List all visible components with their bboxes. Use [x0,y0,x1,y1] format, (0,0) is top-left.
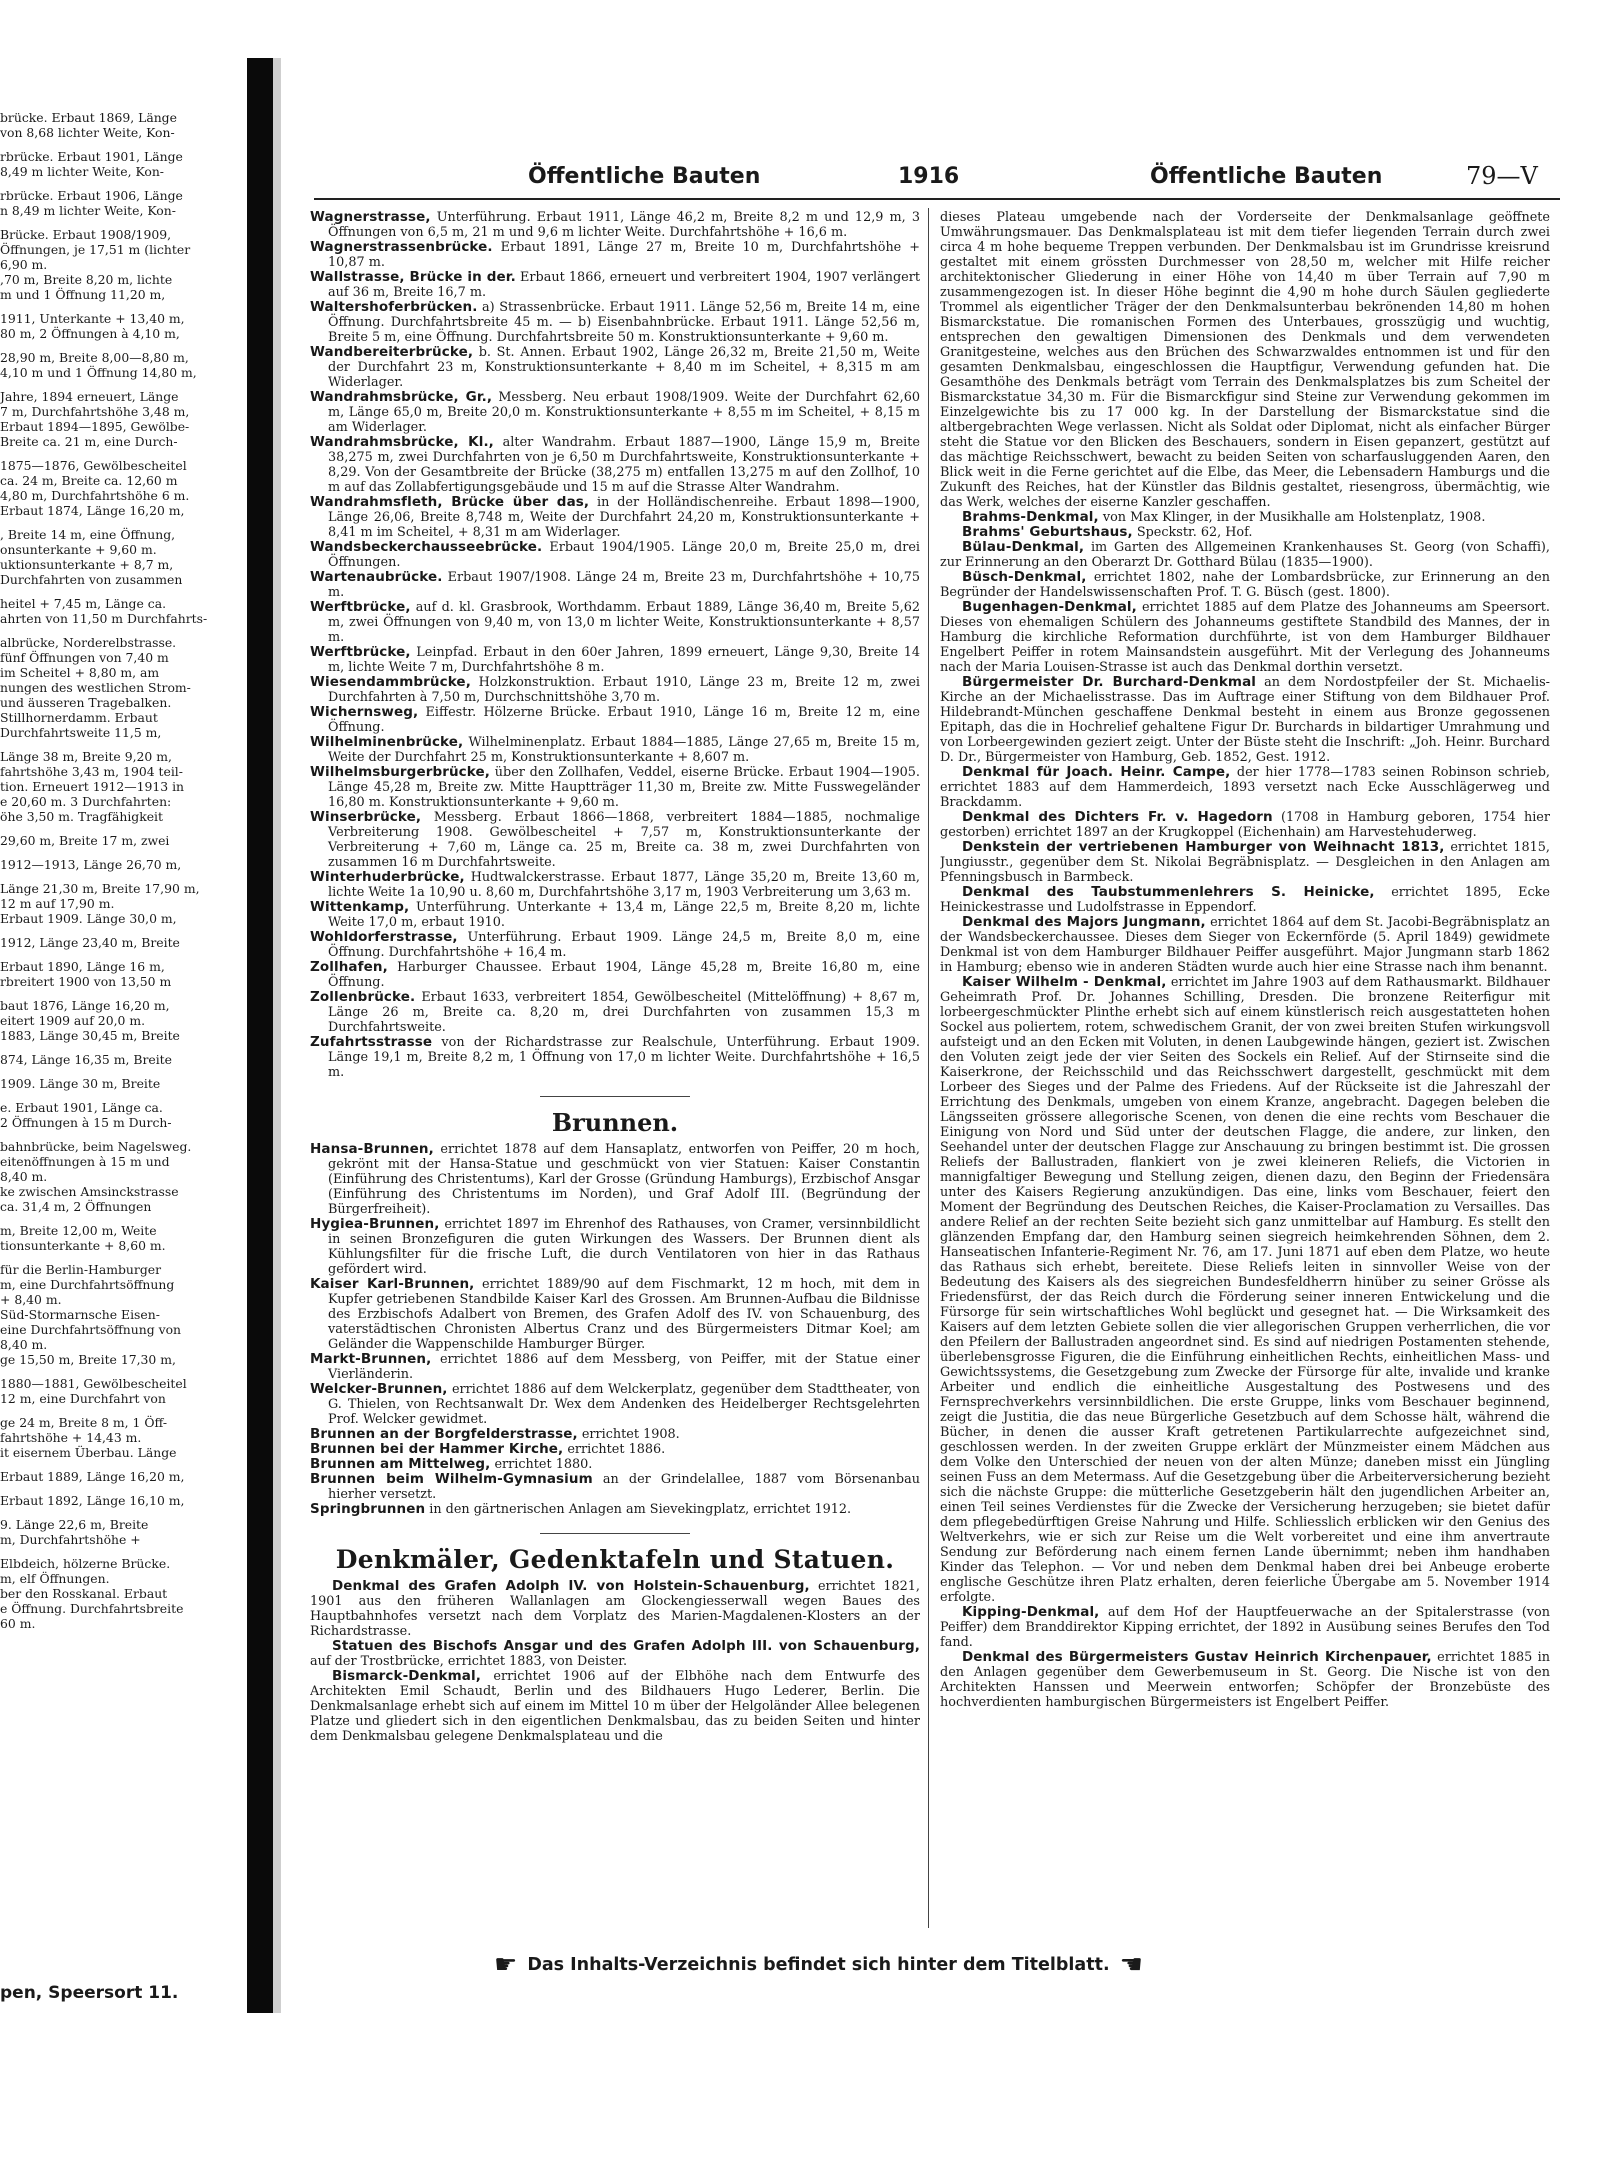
bridge-description: Messberg. Neu erbaut 1908/1909. Weite der Durchfahrt 62,60 m, Länge 65,0 m, Breite 20,0 m. Konstruktionsunterkante + 8,55 m im Scheitel, + 8,15 m am Widerlager. [328,390,920,435]
bridge-name: Wagnerstrasse, [310,210,431,225]
left-page-line: eitert 1909 auf 20,0 m. [0,1013,146,1028]
denkmal-name: Bugenhagen-Denkmal, [962,599,1137,615]
left-page-line: Erbaut 1894—1895, Gewölbe- [0,419,190,434]
denkmal-entry [940,525,1550,540]
left-page-line: it eisernem Überbau. Länge [0,1445,177,1460]
denkmal-entry [310,1669,920,1744]
left-page-line: + 8,40 m. [0,1292,62,1307]
brunnen-name: Hygiea-Brunnen, [310,1216,440,1232]
left-page-line: 60 m. [0,1616,36,1631]
left-page-line: tion. Erneuert 1912—1913 in [0,779,185,794]
left-page-line: Erbaut 1890, Länge 16 m, [0,959,165,974]
left-page-line: rbreitert 1900 von 13,50 m [0,974,172,989]
bridge-name: Zufahrtsstrasse [310,1034,433,1050]
line-gap [0,848,245,857]
bridge-name: Werftbrücke, [310,599,411,615]
brunnen-entry [310,1142,920,1217]
left-page-line: 80 m, 2 Öffnungen à 4,10 m, [0,326,180,341]
left-page-line: 1911, Unterkante + 13,40 m, [0,311,185,326]
denkmal-list-left [310,1579,920,1744]
brunnen-entry [310,1352,920,1382]
line-gap [0,1043,245,1052]
left-page-line: 8,40 m. [0,1169,48,1184]
bridge-name: Wagnerstrassenbrücke. [310,239,493,255]
left-page-line: e. Erbaut 1901, Länge ca. [0,1100,163,1115]
brunnen-description: errichtet 1889/90 auf dem Fischmarkt, 12 m hoch, mit dem in Kupfer getriebenen Standbilde Kaiser Karl des Grossen. Am Brunnen-Aufbau die Bildnisse des Erzbischofs Adalbert von Bremen, des Grafen Adolf des IV. von Schauenburg, des vaterstädtischen Chronisten Albertus Cranz und des Bürgermeisters Ditmar Koel; am Geländer die Wappenschilde Hamburger Bürger. [328,1277,920,1352]
denkmal-entry [940,840,1550,885]
header-year: 1916 [898,164,960,189]
bridge-description: Hudtwalckerstrasse. Erbaut 1877, Länge 35,20 m, Breite 13,60 m, lichte Weite 1a 10,90 u. 8,60 m, Durchfahrtshöhe 3,17 m, 1903 Verbreiterung um 3,63 m. [328,870,920,900]
left-page-line: fahrtshöhe + 14,43 m. [0,1430,142,1445]
denkmal-entry [940,675,1550,765]
brunnen-entry [310,1427,920,1442]
brunnen-description: errichtet 1886. [567,1442,666,1457]
bridge-name: Winterhuderbrücke, [310,869,465,885]
bridge-entry [310,960,920,990]
bridge-name: Wiesendammbrücke, [310,674,471,690]
scan-binding-shadow [247,58,273,2013]
bridge-entry [310,735,920,765]
bridge-name: Werftbrücke, [310,644,411,660]
denkmal-entry [940,810,1550,840]
bridge-description: b. St. Annen. Erbaut 1902, Länge 26,32 m, Breite 21,50 m, Weite der Durchfahrt 23 m, Konstruktionsunterkante + 8,40 m im Scheitel, + 8,315 m am Widerlager. [328,345,920,390]
brunnen-description: errichtet 1886 auf dem Messberg, von Peiffer, mit der Statue einer Vierländerin. [328,1352,920,1382]
left-page-line: m, eine Durchfahrtsöffnung [0,1277,175,1292]
bridge-name: Zollhafen, [310,959,388,975]
bridge-description: von der Richardstrasse zur Realschule, Unterführung. Erbaut 1909. Länge 19,1 m, Breite 8,2 m, 1 Öffnung von 17,0 m lichter Weite. Durchfahrtshöhe + 16,5 m. [328,1035,920,1080]
line-gap [0,1547,245,1556]
left-page-line: eitenöffnungen à 15 m und [0,1154,170,1169]
bridge-entry [310,495,920,540]
page [298,150,1560,2010]
denkmal-entry [940,600,1550,675]
line-gap [0,587,245,596]
denkmal-description: im Garten des Allgemeinen Krankenhauses St. Georg (von Schaffi), zur Erinnerung an den Oberarzt Dr. Gotthard Bülau (1835—1900). [940,540,1550,570]
left-page-line: 4,10 m und 1 Öffnung 14,80 m, [0,365,197,380]
bridge-description: Wilhelminenplatz. Erbaut 1884—1885, Länge 27,65 m, Breite 15 m, Weite der Durchfahrt 25 m, Konstruktionsunterkante + 8,607 m. [328,735,920,765]
left-page-line: baut 1876, Länge 16,20 m, [0,998,170,1013]
left-page-fragment [0,110,245,1990]
brunnen-entry [310,1382,920,1427]
denkmal-entry [940,540,1550,570]
denkmal-description: errichtet 1864 auf dem St. Jacobi-Begräbnisplatz an der Wandsbeckerchaussee. Dieses dem Sieger von Eckernförde (5. April 1849) gewidmete Denkmal ist von dem Hamburger Bildhauer Peiffer ausgeführt. Major Jungmann starb 1862 in Hamburg; ebenso wie in anderen Städten wurde auch hier eine Strasse nach ihm benannt. [940,915,1550,975]
bridge-name: Wallstrasse, Brücke in der. [310,269,516,285]
left-page-line: nungen des westlichen Strom- [0,680,191,695]
brunnen-description: an der Grindelallee, 1887 vom Börsenanbau hierher versetzt. [328,1472,920,1502]
left-page-line: rbrücke. Erbaut 1906, Länge [0,188,183,203]
denkmal-entry [940,885,1550,915]
bridge-description: Leinpfad. Erbaut in den 60er Jahren, 1899 erneuert, Länge 9,30, Breite 14 m, lichte Weite 7 m, Durchfahrtshöhe 8 m. [328,645,920,675]
denkmal-description: (1708 in Hamburg geboren, 1754 hier gestorben) errichtet 1897 an der Krugkoppel (Eichenhain) am Harvestehuderweg. [940,810,1550,840]
left-page-line: e Öffnung. Durchfahrtsbreite [0,1601,184,1616]
left-page-line: uktionsunterkante + 8,7 m, [0,557,174,572]
denkmal-name: Kaiser Wilhelm - Denkmal, [962,974,1167,990]
left-page-line: m, elf Öffnungen. [0,1571,110,1586]
left-page-line: Jahre, 1894 erneuert, Länge [0,389,179,404]
bridge-entry [310,990,920,1035]
left-page-line: 8,40 m. [0,1337,48,1352]
left-page-line: Erbaut 1892, Länge 16,10 m, [0,1493,185,1508]
left-page-line: n 8,49 m lichter Weite, Kon- [0,203,176,218]
left-page-line: fünf Öffnungen von 7,40 m [0,650,169,665]
bridge-entry [310,210,920,240]
denkmal-description: errichtet im Jahre 1903 auf dem Rathausmarkt. Bildhauer Geheimrath Prof. Dr. Johannes Schilling, Dresden. Die bronzene Reiterfigur mit lorbeergeschmückter Plinthe erhebt sich auf einem künstlerisch reich ausgestatteten hohen Sockel aus poliertem, rotem, schwedischem Granit, der von zwei breiten Stufen wirkungsvoll aufsteigt und an den Ecken mit Voluten, in denen Laubgewinde hängen, geziert ist. Zwischen den Voluten zeigt jede der vier Seiten des Sockels ein Relief. Auf der Stirnseite sind die Kaiserkrone, der Reichsschild und das Reichsschwert dargestellt, geschmückt mit dem Lorbeer des Sieges und der Palme des Friedens. Auf der Rückseite ist die Jahreszahl der Errichtung des Denkmals, umgeben von einem Kranze, angebracht. Dagegen beleben die Längsseiten grössere allegorische Scenen, von denen die eine rechts vom Beschauer die Einigung von Nord und Süd unter der deutschen Flagge, die andere, zur linken, den Seehandel unter der deutschen Flagge zur Anschauung zu bringen bestimmt ist. Die grossen Reliefs der Ballustraden, flankiert von je zwei kleineren Reliefs, die Victorien in mannigfaltiger Bewegung und Stellung zeigen, dienen dazu, den Beginn der Friedensära unter des Kaisers Regierung anzukündigen. Das eine, links vom Beschauer, feiert den Moment der Begründung des Deutschen Reiches, die Kaiser-Proclamation zu Versailles. Das andere Relief an der rechten Seite bezieht sich ganz unmittelbar auf Hamburg. Es stellt den glänzenden Empfang dar, den Hamburg seinen siegreich heimkehrenden Söhnen, dem 2. Hanseatischen Infanterie-Regiment Nr. 76, am 17. Juni 1871 auf eben dem Platze, wo heute das Rathaus sich erhebt, bereitete. Diese Reliefs leiten in sinnvoller Weise von der Bedeutung des Kaisers als des siegreichen Bundesfeldherrn hinüber zu seiner Grösse als Friedensfürst, der das Reich durch die Förderung seiner inneren Entwickelung und die Fürsorge für sein wirtschaftliches Wohl beglückt und gesegnet hat. — Die Wirksamkeit des Kaisers auf dem letzten Gebiete sollen die vier allegorischen Gruppen verherrlichen, die vor den Pfeilern der Ballustraden angeordnet sind. Es sind auf niedrigen Postamenten stehende, überlebensgrosse Figuren, die die Einführung einheitlichen Rechts, einheitlichen Mass- und Gewichtssystems, die Gesetzgebung zum Zwecke der Fürsorge für alte, invalide und kranke Arbeiter und endlich die einheitliche Ausgestaltung des Postwesens und des Fernsprechverkehrs versinnbildlichen. Die erste Gruppe, links vom Beschauer beginnend, zeigt die Justitia, die das neue Bürgerliche Gesetzbuch auf dem Schosse hält, während die Bücher, in denen die ausser Kraft getretenen Partikularrechte aufgezeichnet sind, geschlossen werden. In der zweiten Gruppe erklärt der Münzmeister einem Mädchen aus dem Volke den Unterschied der neuen von der alten Münze; daneben misst ein Jüngling seinen Fuss an dem Metermass. Auf die Gesetzgebung über die Arbeiterversicherung bezieht sich die nächste Gruppe: die mütterliche Gesetzgeberin hält den jugendlichen Arbeiter an, einen Teil seines Verdienstes für die Zwecke der Versicherung herzugeben; sie bietet dafür dem pflegebedürftigen Greise Nahrung und Hilfe. Schliesslich erblicken wir den Genius des Weltverkehrs, wie er sich zur Reise um die Welt vorbereitet und eine ihm anvertraute Sendung zur Beförderung nach einem fernen Lande übernimmt; neben ihm handhaben Kinder das Telephon. — Vor und neben dem Denkmal haben drei bei Anbeuge erobertе englische Geschütze ihren Platz erhalten, deren feierliche Übergabe am 5. November 1914 erfolgte. [940,975,1550,1605]
left-page-line: ge 15,50 m, Breite 17,30 m, [0,1352,176,1367]
bridge-description: Unterführung. Unterkante + 13,4 m, Länge 22,5 m, Breite 8,20 m, lichte Weite 17,0 m, erbaut 1910. [328,900,920,930]
left-page-line: m und 1 Öffnung 11,20 m, [0,287,166,302]
bridge-name: Wilhelminenbrücke, [310,734,464,750]
left-page-line: eine Durchfahrtsöffnung von [0,1322,182,1337]
bridge-entry [310,765,920,810]
bridge-name: Zollenbrücke. [310,989,416,1005]
denkmal-name: Denkmal des Majors Jungmann, [962,914,1206,930]
denkmal-name: Brahms-Denkmal, [962,509,1099,525]
header-rule [314,198,1560,200]
bridge-description: Erbaut 1907/1908. Länge 24 m, Breite 23 m, Durchfahrtshöhe + 10,75 m. [328,570,920,600]
brunnen-list [310,1142,920,1517]
left-page-line: 9. Länge 22,6 m, Breite [0,1517,149,1532]
brunnen-description: errichtet 1897 im Ehrenhof des Rathauses, von Cramer, versinnbildlicht in seinen Bronzefiguren die guten Wirkungen des Wassers. Der Brunnen dient als Kühlungsfilter für die frische Luft, die durch Ventilatoren von hier in das Rathaus gefördert wird. [328,1217,920,1277]
line-gap [0,1508,245,1517]
left-page-line: 6,90 m. [0,257,48,272]
left-page-line: 7 m, Durchfahrtshöhe 3,48 m, [0,404,190,419]
line-gap [0,1460,245,1469]
column-right [940,210,1550,1940]
pointing-hand-right-icon: ☛ [494,1950,518,1980]
bridge-name: Wandbereiterbrücke, [310,344,474,360]
denkmal-entry [940,1650,1550,1710]
left-page-line: Erbaut 1889, Länge 16,20 m, [0,1469,185,1484]
bridge-name: Wittenkamp, [310,899,410,915]
denkmal-name: Denkmal des Taubstummenlehrers S. Heinicke, [962,884,1375,900]
denkmal-description: errichtet 1906 auf der Elbhöhe nach dem Entwurfe des Architekten Emil Schaudt, Berlin und des Bildhauers Hugo Lederer, Berlin. Die Denkmalsanlage erhebt sich auf einem im Mittel 10 m über der Helgoländer Allee belegenen Platze und gliedert sich in den eigentlichen Denkmalsbau, das zu beiden Seiten und hinter dem Denkmalsbau gelegene Denkmalsplateau und die [310,1669,920,1744]
left-page-line: Durchfahrten von zusammen [0,572,183,587]
left-page-line: tionsunterkante + 8,60 m. [0,1238,166,1253]
bridge-description: Erbaut 1891, Länge 27 m, Breite 10 m, Durchfahrtshöhe + 10,87 m. [328,240,920,270]
bridge-description: in der Holländischenreihe. Erbaut 1898—1900, Länge 26,06, Breite 8,748 m, Weite der Durchfahrt 24,20 m, Konstruktionsunterkante + 8,41 m im Scheitel, + 8,31 m am Widerlager. [328,495,920,540]
left-page-line: bahnbrücke, beim Nagelsweg. [0,1139,192,1154]
bridge-entry [310,435,920,495]
bridge-entry [310,645,920,675]
bridge-name: Wandrahmsbrücke, Gr., [310,389,493,405]
section-separator [540,1096,690,1097]
denkmal-name: Denkmal für Joach. Heinr. Campe, [962,764,1231,780]
denkmal-description: auf der Trostbrücke, errichtet 1883, von Deister. [310,1654,628,1669]
bridge-description: Harburger Chaussee. Erbaut 1904, Länge 45,28 m, Breite 16,80 m, eine Öffnung. [328,960,920,990]
bridge-description: Erbaut 1633, verbreitert 1854, Gewölbescheitel (Mittelöffnung) + 8,67 m, Länge 26 m, Breite ca. 8,20 m, drei Durchfahrten von zusammen 15,3 m Durchfahrtsweite. [328,990,920,1035]
denkmal-name: Bürgermeister Dr. Burchard-Denkmal [962,674,1257,690]
line-gap [0,179,245,188]
brunnen-description: errichtet 1878 auf dem Hansaplatz, entworfen von Peiffer, 20 m hoch, gekrönt mit der Hansa-Statue und geschmückt von vier Statuen: Kaiser Constantin (Einführung des Christentums), Karl der Grosse (Gründung Hamburgs), Erzbischof Ansgar (Einführung des Christentums im Norden), und Graf Adolf III. (Begründung der Bürgerfreiheit). [328,1142,920,1217]
line-gap [0,302,245,311]
bridge-description: Holzkonstruktion. Erbaut 1910, Länge 23 m, Breite 12 m, zwei Durchfahrten à 7,50 m, Durchschnittshöhe 3,70 m. [328,675,920,705]
bridge-list [310,210,920,1080]
line-gap [0,824,245,833]
left-page-line: Brücke. Erbaut 1908/1909, [0,227,172,242]
bridge-description: Unterführung. Erbaut 1909. Länge 24,5 m, Breite 8,0 m, eine Öffnung. Durchfahrtshöhe + 16,4 m. [328,930,920,960]
left-page-line: ber den Rosskanal. Erbaut [0,1586,168,1601]
brunnen-name: Welcker-Brunnen, [310,1381,448,1397]
bridge-name: Wilhelmsburgerbrücke, [310,764,490,780]
left-page-line: Stillhornerdamm. Erbaut [0,710,158,725]
left-page-line: Elbdeich, hölzerne Brücke. [0,1556,171,1571]
line-gap [0,950,245,959]
line-gap [0,218,245,227]
denkmal-description: auf dem Hof der Hauptfeuerwache an der Spitalerstrasse (von Peiffer) dem Branddirektor Kipping errichtet, der 1892 in Ausübung seines Berufes den Tod fand. [940,1605,1550,1650]
brunnen-entry [310,1217,920,1277]
left-page-line: ca. 24 m, Breite ca. 12,60 m [0,473,178,488]
column-left [310,210,920,1940]
bridge-description: auf d. kl. Grasbrook, Worthdamm. Erbaut 1889, Länge 36,40 m, Breite 5,62 m, zwei Öffnungen von 9,40 m, von 13,0 m lichter Weite, Konstruktionsunterkante + 8,57 m. [328,600,920,645]
denkmal-description: errichtet 1802, nahe der Lombardsbrücke, zur Erinnerung an den Begründer der Handelswissenschaften Prof. T. G. Büsch (gest. 1800). [940,570,1550,600]
brunnen-entry [310,1442,920,1457]
brunnen-name: Brunnen bei der Hammer Kirche, [310,1441,564,1457]
bridge-entry [310,240,920,270]
bridge-entry [310,270,920,300]
bridge-entry [310,570,920,600]
left-page-line: 2 Öffnungen à 15 m Durch- [0,1115,172,1130]
left-page-line: e 20,60 m. 3 Durchfahrten: [0,794,172,809]
left-page-line: 12 m, eine Durchfahrt von [0,1391,166,1406]
line-gap [0,1367,245,1376]
denkmal-list-right [940,510,1550,1710]
bridge-name: Wandrahmsfleth, Brücke über das, [310,494,590,510]
line-gap [0,1067,245,1076]
denkmal-entry [940,765,1550,810]
bridge-entry [310,930,920,960]
page-header [298,158,1560,202]
brunnen-name: Springbrunnen [310,1501,426,1517]
denkmal-name: Denkmal des Grafen Adolph IV. von Holstein-Schauenburg, [332,1578,810,1594]
footer-note [484,1950,1153,1980]
left-page-line: m, Breite 12,00 m, Weite [0,1223,157,1238]
left-page-line: brücke. Erbaut 1869, Länge [0,110,177,125]
denkmal-entry [940,570,1550,600]
left-page-line: Breite ca. 21 m, eine Durch- [0,434,178,449]
left-page-line: 29,60 m, Breite 17 m, zwei [0,833,170,848]
line-gap [0,140,245,149]
bridge-entry [310,345,920,390]
denkmal-entry [310,1579,920,1639]
brunnen-entry [310,1502,920,1517]
denkmal-description: Speckstr. 62, Hof. [1136,525,1253,540]
denkmal-name: Kipping-Denkmal, [962,1604,1100,1620]
bridge-entry [310,600,920,645]
line-gap [0,1406,245,1415]
left-page-line: Erbaut 1909. Länge 30,0 m, [0,911,177,926]
left-page-line: 1883, Länge 30,45 m, Breite [0,1028,180,1043]
bridge-name: Wohldorferstrasse, [310,929,458,945]
left-page-line: albrücke, Norderelbstrasse. [0,635,177,650]
left-page-line: 1875—1876, Gewölbescheitel [0,458,187,473]
bridge-entry [310,810,920,870]
left-page-line: 874, Länge 16,35 m, Breite [0,1052,172,1067]
left-page-line: Länge 21,30 m, Breite 17,90 m, [0,881,200,896]
left-page-line: ge 24 m, Breite 8 m, 1 Öff- [0,1415,168,1430]
left-page-line: 12 m auf 17,90 m. [0,896,115,911]
left-page-line: Erbaut 1874, Länge 16,20 m, [0,503,185,518]
bridge-name: Wandsbeckerchausseebrücke. [310,539,543,555]
left-page-line: 1912, Länge 23,40 m, Breite [0,935,180,950]
line-gap [0,872,245,881]
line-gap [0,626,245,635]
left-page-line: von 8,68 lichter Weite, Kon- [0,125,175,140]
bridge-entry [310,870,920,900]
line-gap [0,926,245,935]
left-page-line: m, Durchfahrtshöhe + [0,1532,141,1547]
page-number: 79—V [1466,162,1538,190]
left-page-line: für die Berlin-Hamburger [0,1262,162,1277]
header-right-title: Öffentliche Bauten [1150,164,1383,189]
line-gap [0,449,245,458]
left-page-line: 8,49 m lichter Weite, Kon- [0,164,164,179]
denkmal-entry [940,510,1550,525]
line-gap [0,380,245,389]
footer-text: Das Inhalts-Verzeichnis befindet sich hinter dem Titelblatt. [527,1955,1110,1975]
left-page-line: , Breite 14 m, eine Öffnung, [0,527,176,542]
denkmal-name: Denkmal des Bürgermeisters Gustav Heinrich Kirchenpauer, [962,1649,1432,1665]
brunnen-description: errichtet 1886 auf dem Welckerplatz, gegenüber dem Stadttheater, von G. Thielen, von Rechtsanwalt Dr. Wex dem Andenken des Heidelberger Rechtsgelehrten Prof. Welcker gewidmet. [328,1382,920,1427]
bridge-name: Waltershoferbrücken. [310,299,478,315]
bridge-entry [310,390,920,435]
page-gutter [273,58,281,2013]
left-page-line: öhe 3,50 m. Tragfähigkeit [0,809,164,824]
left-page-line: ,70 m, Breite 8,20 m, lichte [0,272,173,287]
denkmal-description: von Max Klinger, in der Musikhalle am Holstenplatz, 1908. [1102,510,1486,525]
denkmal-name: Statuen des Bischofs Ansgar und des Grafen Adolph III. von Schauenburg, [332,1638,920,1654]
denkmal-name: Büsch-Denkmal, [962,569,1087,585]
bridge-name: Winserbrücke, [310,809,422,825]
left-page-line: 1880—1881, Gewölbescheitel [0,1376,187,1391]
denkmal-description: errichtet 1885 auf dem Platze des Johanneums am Speersort. Dieses von ehemaligen Schülern des Johanneums gestiftete Standbild des Mannes, der in Hamburg die kirchliche Reformation durchführte, ist von dem Hamburger Bildhauer Engelbert Peiffer in rotem Mainsandstein ausgeführt. Mit der Verlegung des Johanneums nach der Maria Louisen-Strasse ist auch das Denkmal dorthin versetzt. [940,600,1550,675]
denkmal-name: Bismarck-Denkmal, [332,1668,481,1684]
bridge-entry [310,300,920,345]
bridge-description: Erbaut 1866, erneuert und verbreitert 1904, 1907 verlängert auf 36 m, Breite 16,7 m. [328,270,920,300]
left-page-line: im Scheitel + 8,80 m, am [0,665,160,680]
bridge-description: a) Strassenbrücke. Erbaut 1911. Länge 52,56 m, Breite 14 m, eine Öffnung. Durchfahrtsbreite 45 m. — b) Eisenbahnbrücke. Erbaut 1911. Länge 52,56 m, Breite 5 m, eine Öffnung. Durchfahrtsbreite 50 m. Konstruktionsunterkante + 9,60 m. [328,300,920,345]
line-gap [0,1484,245,1493]
line-gap [0,989,245,998]
bismarck-continuation: dieses Plateau umgebende nach der Vorderseite der Denkmalsanlage geöffnete Umwährungsmauer. Das Denkmalsplateau ist mit dem tiefer liegenden Terrain durch zwei circa 4 m hohe bequeme Treppen verbunden. Der Denkmalsbau ist im Grundrisse kreisrund gestaltet mit einem grössten Durchmesser von 28,50 m, welcher mit Hilfe reicher architektonischer Gliederung in einer Höhe von 14,40 m über Terrain auf 7,90 m zusammengezogen ist. In dieser Höhe beginnt die 4,90 m hohe durch Säulen gegliederte Trommel als eigentlicher Träger der den Denkmalsunterbau bekrönenden 14,80 m hohen Bismarckstatue. Die romanischen Formen des Unterbaues, grosszügig und wuchtig, entsprechen den gewaltigen Dimensionen des Denkmals und dem verwendeten Granitgesteine, welches aus den Brüchen des Schwarzwaldes entnommen ist und für den gesamten Denkmalsbau, eingeschlossen die Hauptfigur, Verwendung gefunden hat. Die Gesamthöhe des Denkmals beträgt vom Terrain des Denkmalsplatzes bis zum Scheitel der Bismarckstatue 34,30 m. Für die Bismarckfigur sind Steine zur Verwendung gekommen im Einzelgewichte bis zu 17 000 kg. In der Darstellung der Bismarckstatue sind die altbergebrachten Wege verlassen. Nicht als Soldat oder Diplomat, nicht als einfacher Bürger steht die Statue vor den Blicken des Beschauers, sondern in Eisen gepanzert, gestützt auf das mächtige Reichsschwert, bewacht zu beiden Seiten von scharfausluggenden Aaren, den Blick weit in die Ferne gerichtet auf die Elbe, das Meer, die Lebensadern Hamburgs und die Zukunft des Reiches, hat der Künstler das Bildnis gestaltet, riesengross, übermächtig, wie das Werk, welches der eiserne Kanzler geschaffen. [940,210,1550,510]
brunnen-name: Brunnen beim Wilhelm-Gymnasium [310,1471,593,1487]
bridge-name: Wartenaubrücke. [310,569,443,585]
denkmal-name: Denkmal des Dichters Fr. v. Hagedorn [962,809,1273,825]
bridge-entry [310,540,920,570]
denkmal-entry [940,915,1550,975]
bridge-name: Wichernsweg, [310,704,419,720]
bridge-description: Messberg. Erbaut 1866—1868, verbreitert 1884—1885, nochmalige Verbreiterung 1908. Gewölbescheitel + 7,57 m, Konstruktionsunterkante der Verbreiterung + 7,60 m, Länge ca. 25 m, Breite ca. 38 m, zwei Durchfahrten von zusammen 16 m Durchfahrtsweite. [328,810,920,870]
left-page-line: Öffnungen, je 17,51 m (lichter [0,242,191,257]
section-title-denkmaeler: Denkmäler, Gedenktafeln und Statuen. [335,1545,895,1574]
left-page-line: ahrten von 11,50 m Durchfahrts- [0,611,208,626]
brunnen-name: Brunnen am Mittelweg, [310,1456,491,1472]
bridge-entry [310,1035,920,1080]
denkmal-entry [940,975,1550,1605]
line-gap [0,341,245,350]
column-rule [928,208,929,1928]
brunnen-name: Hansa-Brunnen, [310,1141,434,1157]
brunnen-entry [310,1457,920,1472]
bridge-description: Unterführung. Erbaut 1911, Länge 46,2 m, Breite 8,2 m und 12,9 m, 3 Öffnungen von 6,5 m, 21 m und 9,6 m lichter Weite. Durchfahrtshöhe + 16,6 m. [328,210,920,240]
bridge-description: alter Wandrahm. Erbaut 1887—1900, Länge 15,9 m, Breite 38,275 m, zwei Durchfahrten von je 6,50 m Durchfahrtsweite, Konstruktionsunterkante + 8,29. Von der Gesamtbreite der Brücke (38,275 m) entfallen 13,275 m auf den Zollhof, 10 m auf das Zollabfertigungsgebäude und 15 m auf die Strasse Alter Wandrahm. [328,435,920,495]
denkmal-description: errichtet 1895, Ecke Heinickestrasse und Ludolfstrasse in Eppendorf. [940,885,1550,915]
denkmal-description: der hier 1778—1783 seinen Robinson schrieb, errichtet 1883 auf dem Hammerdeich, 1893 versetzt nach Ecke Ausschlägerweg und Brackdamm. [940,765,1550,810]
bridge-entry [310,900,920,930]
brunnen-name: Markt-Brunnen, [310,1351,432,1367]
denkmal-description: errichtet 1815, Jungiusstr., gegenüber dem St. Nikolai Begräbnisplatz. — Desgleichen in den Anlagen am Pfenningsbusch in Barmbeck. [940,840,1550,885]
left-page-line: ke zwischen Amsinckstrasse [0,1184,179,1199]
line-gap [0,518,245,527]
left-page-line: 1912—1913, Länge 26,70 m, [0,857,182,872]
denkmal-name: Denkstein der vertriebenen Hamburger von Weihnacht 1813, [962,839,1445,855]
left-page-footer: pen, Speersort 11. [0,1983,179,2003]
line-gap [0,1253,245,1262]
pointing-hand-left-icon: ☚ [1119,1950,1143,1980]
brunnen-name: Brunnen an der Borgfelderstrasse, [310,1426,578,1442]
denkmal-description: errichtet 1885 in den Anlagen gegenüber dem Gewerbemuseum in St. Georg. Die Nische ist von den Architekten Hanssen und Meerwein entworfen; Schöpfer der Bronzebüste des hochverdienten hamburgischen Bürgermeisters ist Engelbert Peiffer. [940,1650,1550,1710]
left-page-line: 1909. Länge 30 m, Breite [0,1076,161,1091]
left-page-line: Süd-Stormarnsche Eisen- [0,1307,160,1322]
denkmal-entry [940,1605,1550,1650]
section-separator [540,1533,690,1534]
denkmal-name: Bülau-Denkmal, [962,539,1085,555]
line-gap [0,1130,245,1139]
left-page-line: heitel + 7,45 m, Länge ca. [0,596,167,611]
left-page-line: Länge 38 m, Breite 9,20 m, [0,749,172,764]
denkmal-name: Brahms' Geburtshaus, [962,524,1133,540]
left-page-line: Durchfahrtsweite 11,5 m, [0,725,162,740]
header-left-title: Öffentliche Bauten [528,164,761,189]
line-gap [0,1214,245,1223]
line-gap [0,740,245,749]
bridge-name: Wandrahmsbrücke, Kl., [310,434,494,450]
line-gap [0,1091,245,1100]
brunnen-description: in den gärtnerischen Anlagen am Sievekingplatz, errichtet 1912. [429,1502,852,1517]
section-title-brunnen: Brunnen. [551,1108,679,1137]
denkmal-description: an dem Nordostpfeiler der St. Michaelis-Kirche an der Michaelisstrasse. Das im Auftrage einer Stiftung von dem Bildhauer Prof. Hildebrandt-München geschaffene Denkmal besteht in einem aus Bronze gegossenen Epitaph, das die in Hochrelief gehaltene Figur Dr. Burchards in bildartiger Umrahmung und von Lorbeergewinden geziert zeigt. Unter der Büste steht die Inschrift: „Joh. Heinr. Burchard D. Dr., Bürgermeister von Hamburg, Geb. 1852, Gest. 1912. [940,675,1550,765]
bridge-description: Eiffestr. Hölzerne Brücke. Erbaut 1910, Länge 16 m, Breite 12 m, eine Öffnung. [328,705,920,735]
brunnen-entry [310,1277,920,1352]
left-page-line: rbrücke. Erbaut 1901, Länge [0,149,183,164]
bridge-description: über den Zollhafen, Veddel, eiserne Brücke. Erbaut 1904—1905. Länge 45,28 m, Breite zw. Mitte Hauptträger 11,30 m, Breite zw. Mitte Fusswegeländer 16,80 m. Konstruktionsunterkante + 9,60 m. [328,765,920,810]
left-page-line: onsunterkante + 9,60 m. [0,542,157,557]
brunnen-entry [310,1472,920,1502]
denkmal-entry [310,1639,920,1669]
bridge-entry [310,675,920,705]
denkmal-description: errichtet 1821, 1901 aus den früheren Wallanlagen am Glockengiesserwall wegen Baues des Hauptbahnhofes versetzt nach dem Vorplatz des Marien-Magdalenen-Klosters an der Richardstrasse. [310,1579,920,1639]
brunnen-name: Kaiser Karl-Brunnen, [310,1276,475,1292]
bridge-entry [310,705,920,735]
left-page-line: ca. 31,4 m, 2 Öffnungen [0,1199,152,1214]
bridge-description: Erbaut 1904/1905. Länge 20,0 m, Breite 25,0 m, drei Öffnungen. [328,540,920,570]
left-page-line: fahrtshöhe 3,43 m, 1904 teil- [0,764,183,779]
left-page-line: 28,90 m, Breite 8,00—8,80 m, [0,350,189,365]
brunnen-description: errichtet 1880. [494,1457,593,1472]
left-page-line: und äusseren Tragebalken. [0,695,172,710]
left-page-line: 4,80 m, Durchfahrtshöhe 6 m. [0,488,190,503]
brunnen-description: errichtet 1908. [581,1427,680,1442]
